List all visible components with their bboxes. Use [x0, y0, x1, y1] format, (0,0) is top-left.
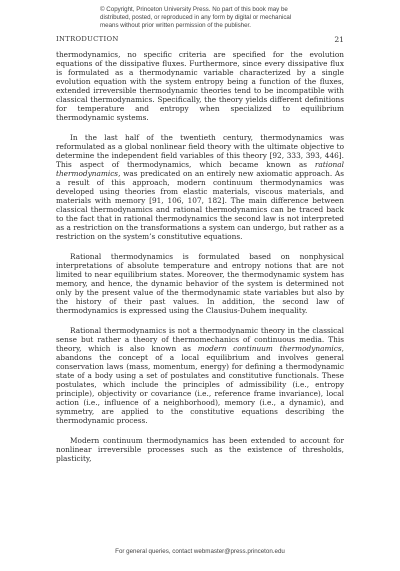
paragraph-4 — [56, 326, 344, 426]
paragraph-3: Rational thermodynamics is formulated based on nonphysical interpretations of absolute temperature and entropy notions that are not limited to near equilibrium states. Moreover, the thermodynamic system has memory, and hence, the dynamic behavior of the system is determined not only by the present value of the thermodynamic state variables but also by the history of their past values. In addition, the second law of thermodynamics is expressed using the Clausius-Duhem inequality. — [56, 251, 344, 316]
body-text — [56, 50, 344, 473]
footer-contact: For general queries, contact webmaster@press.princeton.edu — [115, 548, 285, 555]
modern-continuum-thermodynamics-term: modern continuum thermodynamics — [197, 343, 342, 353]
running-head-section: INTRODUCTION — [56, 35, 119, 43]
paragraph-1: thermodynamics, no specific criteria are specified for the evolution equations of the dissipative fluxes. Furthermore, since every dissipative flux is formulated as a thermodynamic variable characterized by a single evolution equation with the system entropy being a function of the fluxes, extended irreversible thermodynamic theories tend to be incompatible with classical thermodynamics. Specifically, the theory yields different definitions for temperature and entropy when specialized to equilibrium thermodynamic systems. — [56, 50, 344, 123]
running-head — [56, 35, 344, 43]
paragraph-4-text-a: Rational thermodynamics is not a thermodynamic theory in the classical sense but rather a theory of thermomechanics of continuous media. This theory, which is also known as — [56, 325, 344, 353]
copyright-notice: © Copyright, Princeton University Press. No part of this book may be distributed, posted, or reproduced in any form by digital or mechanical means without prior written permission of the publisher. — [100, 6, 292, 29]
paragraph-2-text-a: In the last half of the twentieth century, thermodynamics was reformulated as a global nonlinear field theory with the ultimate objective to determine the independent field variables of this theory [92, 333, 393, 446]. This aspect of thermodynamics, which became known as — [56, 132, 344, 170]
paragraph-4-text-b: , abandons the concept of a local equilibrium and involves general conservation laws (mass, momentum, energy) for defining a thermodynamic state of a body using a set of postulates and constitutive functionals. These postulates, which include the principles of admissibility (i.e., entropy principle), objectivity or covariance (i.e., reference frame invariance), local action (i.e., influence of a neighborhood), memory (i.e., a dynamic), and symmetry, are applied to the constitutive equations describing the thermodynamic process. — [56, 343, 344, 426]
paragraph-2 — [56, 133, 344, 242]
page-number: 21 — [334, 35, 344, 44]
rational-thermodynamics-term: rational thermodynamics — [56, 160, 344, 179]
paragraph-5: Modern continuum thermodynamics has been extended to account for nonlinear irreversible processes such as the existence of thresholds, plasticity, — [56, 435, 344, 463]
paragraph-2-text-b: , was predicated on an entirely new axiomatic approach. As a result of this approach, modern continuum thermodynamics was developed using theories from elastic materials, viscous materials, and materials with memory [91, 106, 107, 182]. The main difference between classical thermodynamics and rational thermodynamics can be traced back to the fact that in rational thermodynamics the second law is not interpreted as a restriction on the transformations a system can undergo, but rather as a restriction on the system’s constitutive equations. — [56, 169, 344, 242]
